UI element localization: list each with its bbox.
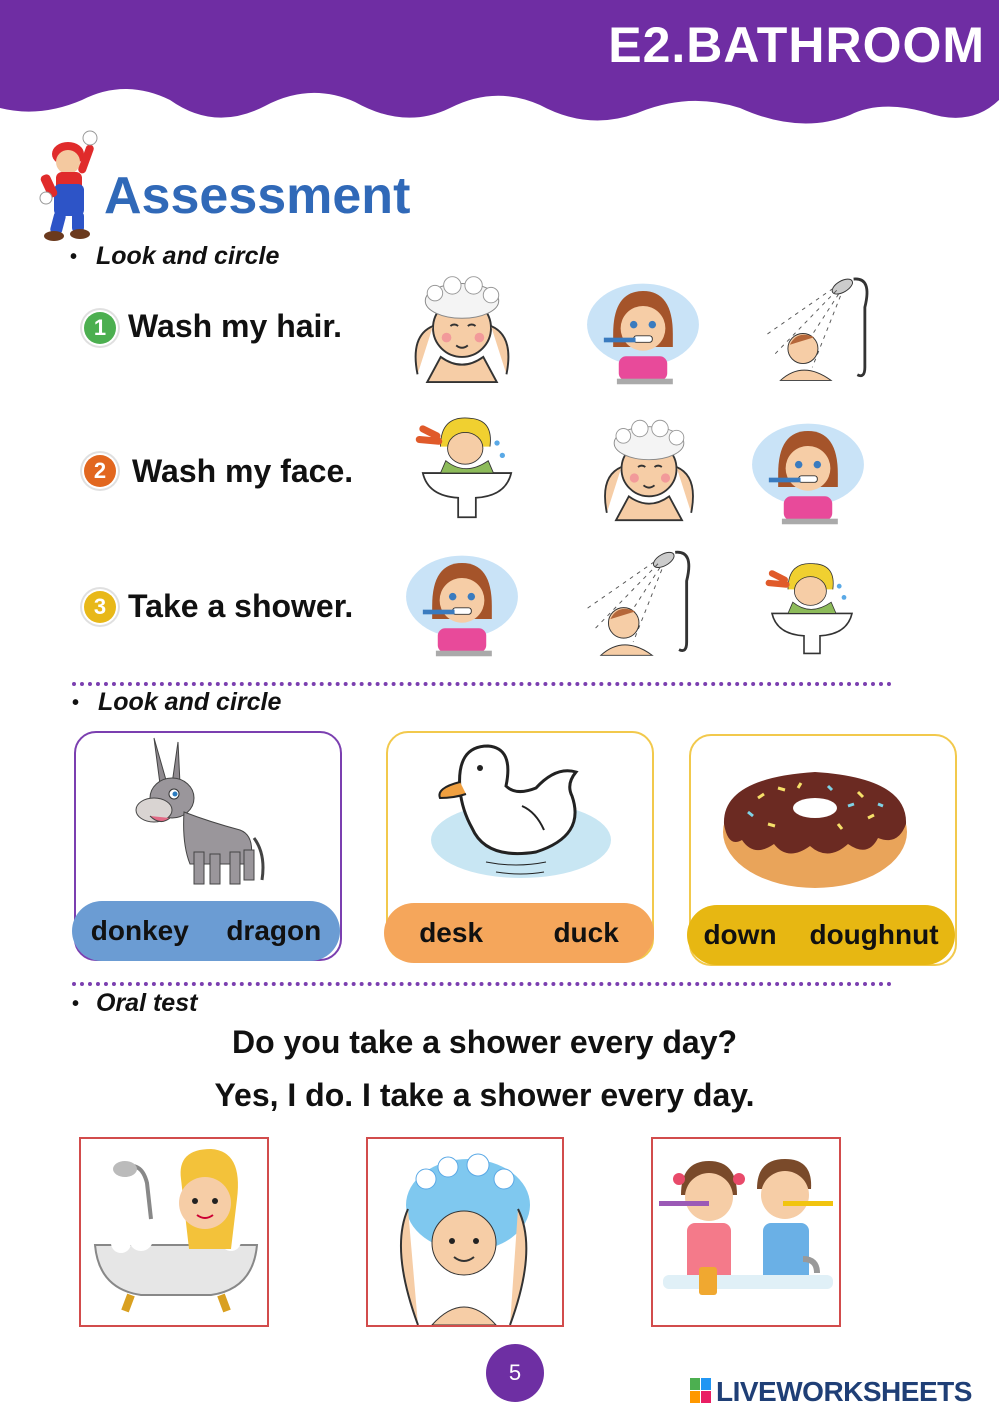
bullet: • [70, 246, 78, 268]
question-number-3: 3 [84, 591, 116, 623]
bullet: • [72, 993, 80, 1015]
mario-character-icon [38, 124, 100, 242]
kids-brushing-teeth-icon [653, 1139, 839, 1325]
question-3-text: Take a shower. [128, 588, 354, 624]
washing-hair-boy-icon[interactable] [594, 406, 704, 528]
shower-boy-icon[interactable] [576, 540, 700, 660]
brushing-teeth-girl-icon[interactable] [580, 278, 706, 388]
liveworksheets-logo-icon [690, 1378, 712, 1404]
word-choice-dragon[interactable]: dragon [226, 915, 322, 946]
word-pill-2 [384, 903, 654, 963]
word-choice-desk[interactable]: desk [419, 917, 484, 948]
brushing-teeth-kids-frame [651, 1137, 841, 1327]
bath-girl-frame [79, 1137, 269, 1327]
page-number: 5 [486, 1344, 544, 1402]
word-choice-doughnut[interactable]: doughnut [809, 919, 939, 950]
word-pill-1 [72, 901, 340, 961]
shower-boy-icon[interactable] [756, 266, 878, 386]
duck-icon [426, 736, 616, 886]
washing-hair-frame [366, 1137, 564, 1327]
instruction-look-and-circle-1: Look and circle [96, 242, 280, 270]
instruction-oral-test: Oral test [96, 989, 198, 1017]
question-1-text: Wash my hair. [128, 308, 342, 344]
bath-girl-icon [81, 1139, 267, 1325]
brushing-teeth-girl-icon[interactable] [744, 418, 872, 528]
washing-face-boy-icon[interactable] [764, 546, 860, 668]
question-number-2: 2 [84, 455, 116, 487]
bullet: • [72, 692, 80, 714]
oral-answer: Yes, I do. I take a shower every day. [214, 1077, 755, 1113]
word-pill-3 [687, 905, 955, 965]
instruction-look-and-circle-2: Look and circle [98, 688, 282, 716]
washing-hair-boy-icon[interactable] [404, 266, 520, 386]
word-choice-donkey[interactable]: donkey [90, 915, 189, 946]
washing-face-boy-icon[interactable] [414, 404, 520, 528]
oral-question: Do you take a shower every day? [231, 1024, 738, 1060]
donkey-icon [130, 734, 270, 890]
question-number-1: 1 [84, 312, 116, 344]
section-divider [72, 682, 892, 686]
section-title: Assessment [104, 167, 411, 225]
liveworksheets-brand: LIVEWORKSHEETS [716, 1376, 972, 1407]
question-2-text: Wash my face. [132, 453, 354, 489]
word-choice-duck[interactable]: duck [553, 917, 619, 948]
word-choice-down[interactable]: down [703, 919, 777, 950]
doughnut-icon [718, 758, 912, 892]
section-divider [72, 982, 892, 986]
worksheet-title: E2.BATHROOM [608, 17, 985, 73]
washing-hair-boy-icon [368, 1139, 562, 1325]
brushing-teeth-girl-icon[interactable] [398, 550, 526, 660]
